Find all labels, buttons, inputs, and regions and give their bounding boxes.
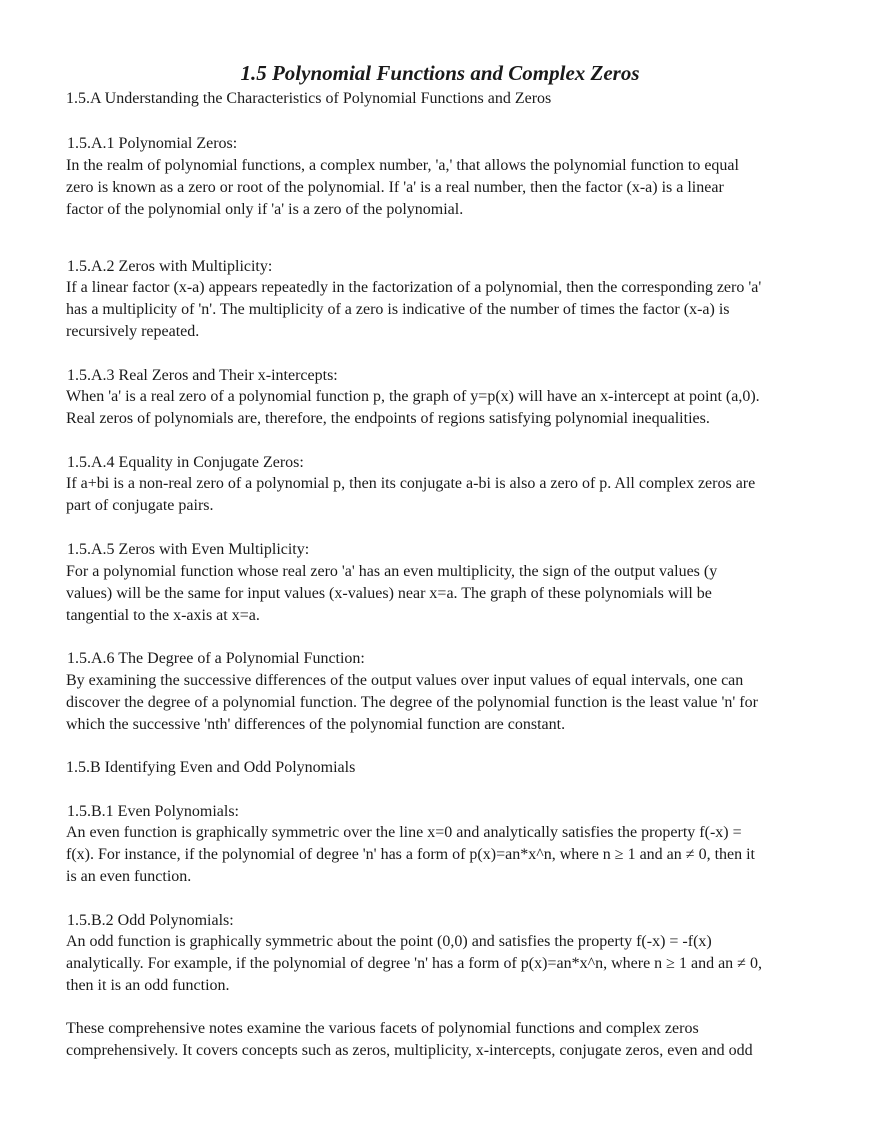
text-line: comprehensively. It covers concepts such as zeros, multiplicity, x-intercepts, conjugate zeros, even and odd: [66, 1042, 753, 1059]
section-b-heading: 1.5.B Identifying Even and Odd Polynomials: [66, 759, 356, 776]
a4-body: [66, 473, 826, 517]
text-line: is an even function.: [66, 868, 192, 885]
text-line: For a polynomial function whose real zero 'a' has an even multiplicity, the sign of the output values (y: [66, 563, 718, 580]
text-line: recursively repeated.: [66, 323, 200, 340]
text-line: part of conjugate pairs.: [66, 497, 214, 514]
text-line: factor of the polynomial only if 'a' is a zero of the polynomial.: [66, 201, 464, 218]
a4-heading: 1.5.A.4 Equality in Conjugate Zeros:: [67, 454, 304, 471]
b1-body: [66, 822, 826, 888]
a2-body: [66, 277, 826, 343]
text-line: An even function is graphically symmetric over the line x=0 and analytically satisfies the property f(-x) =: [66, 824, 742, 841]
a6-heading: 1.5.A.6 The Degree of a Polynomial Function:: [67, 650, 365, 667]
text-line: Real zeros of polynomials are, therefore, the endpoints of regions satisfying polynomial inequalities.: [66, 410, 710, 427]
text-line: If a+bi is a non-real zero of a polynomial p, then its conjugate a-bi is also a zero of p. All complex zeros are: [66, 475, 756, 492]
b2-heading: 1.5.B.2 Odd Polynomials:: [67, 912, 234, 929]
text-line: then it is an odd function.: [66, 977, 230, 994]
text-line: has a multiplicity of 'n'. The multiplicity of a zero is indicative of the number of times the factor (x-a) is: [66, 301, 730, 318]
text-line: discover the degree of a polynomial function. The degree of the polynomial function is the least value 'n' for: [66, 694, 758, 711]
text-line: zero is known as a zero or root of the polynomial. If 'a' is a real number, then the factor (x-a) is a linear: [66, 179, 724, 196]
a3-heading: 1.5.A.3 Real Zeros and Their x-intercepts:: [67, 367, 338, 384]
page-title: 1.5 Polynomial Functions and Complex Zeros: [240, 61, 640, 85]
b2-body: [66, 931, 826, 997]
text-line: An odd function is graphically symmetric about the point (0,0) and satisfies the property f(-x) = -f(x): [66, 933, 712, 950]
a5-body: [66, 561, 826, 627]
text-line: f(x). For instance, if the polynomial of degree 'n' has a form of p(x)=an*x^n, where n ≥ 1 and an ≠ 0, then it: [66, 846, 755, 863]
b1-heading: 1.5.B.1 Even Polynomials:: [67, 803, 239, 820]
a5-heading: 1.5.A.5 Zeros with Even Multiplicity:: [67, 541, 310, 558]
a1-heading: 1.5.A.1 Polynomial Zeros:: [67, 135, 238, 152]
text-line: These comprehensive notes examine the various facets of polynomial functions and complex zeros: [66, 1020, 699, 1037]
text-line: If a linear factor (x-a) appears repeatedly in the factorization of a polynomial, then the corresponding zero 'a': [66, 279, 762, 296]
text-line: analytically. For example, if the polynomial of degree 'n' has a form of p(x)=an*x^n, where n ≥ 1 and an ≠ 0,: [66, 955, 762, 972]
a1-body: [66, 155, 826, 221]
text-line: which the successive 'nth' differences of the polynomial function are constant.: [66, 716, 566, 733]
text-line: By examining the successive differences of the output values over input values of equal intervals, one can: [66, 672, 744, 689]
text-line: In the realm of polynomial functions, a complex number, 'a,' that allows the polynomial function to equal: [66, 157, 739, 174]
section-a-heading: 1.5.A Understanding the Characteristics of Polynomial Functions and Zeros: [66, 90, 552, 107]
a2-heading: 1.5.A.2 Zeros with Multiplicity:: [67, 258, 273, 275]
text-line: tangential to the x-axis at x=a.: [66, 607, 260, 624]
a6-body: [66, 670, 826, 736]
closing-paragraph: [66, 1018, 826, 1062]
text-line: When 'a' is a real zero of a polynomial function p, the graph of y=p(x) will have an x-intercept at point (a,0).: [66, 388, 760, 405]
text-line: values) will be the same for input values (x-values) near x=a. The graph of these polynomials will be: [66, 585, 712, 602]
a3-body: [66, 386, 826, 430]
